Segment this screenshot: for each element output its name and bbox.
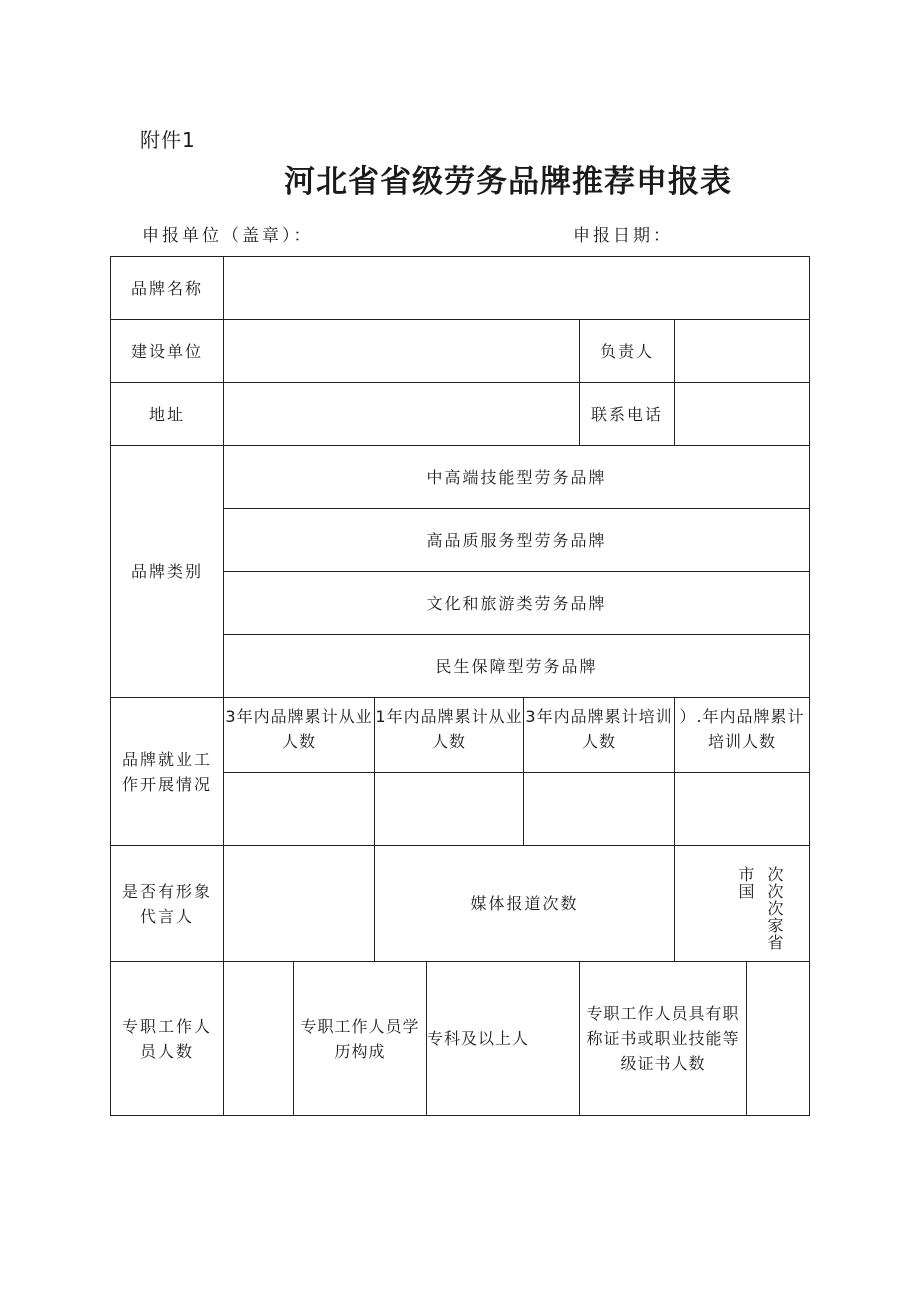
fulltime-certified-label: 专职工作人员具有职称证书或职业技能等级证书人数 — [586, 1004, 740, 1073]
employment-col-header: 3年内品牌累计从业人数 — [225, 707, 373, 751]
employment-value-field[interactable] — [675, 773, 809, 845]
person-in-charge-field[interactable] — [675, 320, 809, 382]
media-count-text: 次次次家省 — [765, 866, 784, 951]
media-level-text: 市国 — [736, 866, 755, 900]
form-title: 河北省省级劳务品牌推荐申报表 — [284, 164, 732, 200]
category-option[interactable]: 高品质服务型劳务品牌 — [426, 530, 607, 550]
employment-col-header: 3年内品牌累计培训人数 — [525, 707, 673, 751]
media-reports-label: 媒体报道次数 — [470, 894, 579, 913]
fulltime-education-label: 专职工作人员学历构成 — [300, 1016, 420, 1061]
employment-work-label: 品牌就业工作开展情况 — [121, 749, 212, 794]
spokesperson-label: 是否有形象代言人 — [121, 881, 212, 926]
address-label: 地址 — [148, 404, 185, 424]
fulltime-staff-count-field[interactable] — [224, 962, 293, 1115]
brand-category-label: 品牌类别 — [130, 562, 203, 581]
category-option[interactable]: 文化和旅游类劳务品牌 — [426, 593, 607, 613]
category-option[interactable]: 中高端技能型劳务品牌 — [426, 467, 607, 487]
phone-field[interactable] — [675, 383, 809, 445]
construction-unit-field[interactable] — [224, 320, 579, 382]
construction-unit-label: 建设单位 — [130, 341, 203, 361]
apply-date-label: 申报日期： — [573, 226, 673, 246]
address-field[interactable] — [224, 383, 579, 445]
employment-value-field[interactable] — [224, 773, 374, 845]
employment-col-header: ）.年内品牌累计培训人数 — [679, 707, 805, 751]
employment-col-header: 1年内品牌累计从业人数 — [375, 707, 523, 751]
employment-value-field[interactable] — [375, 773, 523, 845]
phone-label: 联系电话 — [590, 404, 663, 424]
fulltime-staff-count-label: 专职工作人员人数 — [121, 1016, 212, 1061]
person-in-charge-label: 负责人 — [599, 341, 654, 361]
attachment-label: 附件1 — [140, 128, 196, 152]
applicant-unit-label: 申报单位（盖章）： — [142, 226, 314, 246]
category-option[interactable]: 民生保障型劳务品牌 — [435, 656, 598, 676]
spokesperson-field[interactable] — [224, 846, 374, 961]
college-above-label: 专科及以上人 — [427, 1029, 530, 1048]
brand-name-field[interactable] — [224, 257, 809, 319]
brand-name-label: 品牌名称 — [130, 278, 203, 298]
employment-value-field[interactable] — [524, 773, 674, 845]
fulltime-certified-field[interactable] — [747, 962, 809, 1115]
